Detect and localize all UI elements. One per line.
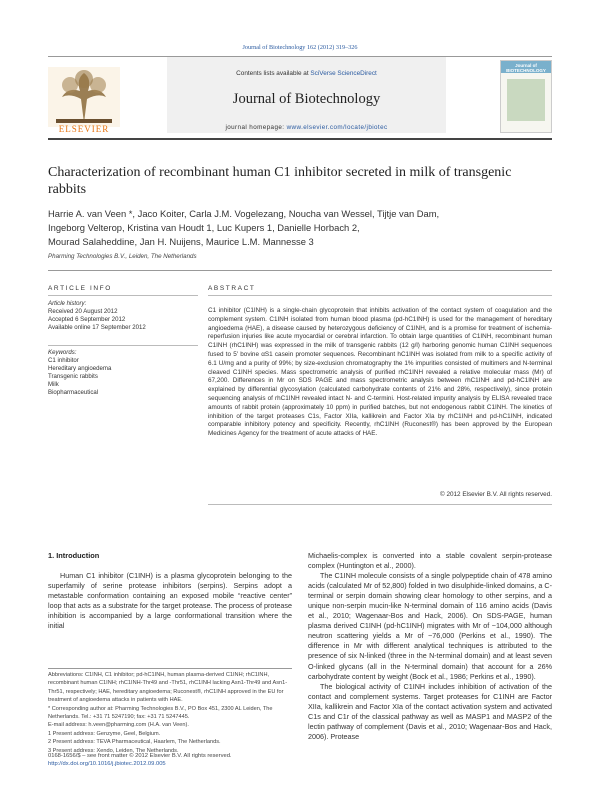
accepted-date: Accepted 6 September 2012 (48, 316, 126, 323)
journal-cover-thumbnail (500, 60, 552, 133)
authors-line-1: Harrie A. van Veen *, Jaco Koiter, Carla J.M. Vogelezang, Noucha van Wessel, Tijtje van Dam, (48, 208, 440, 219)
abstract-end-rule (208, 504, 552, 505)
authors-line-2: Ingeborg Velterop, Kristina van Houdt 1, Luc Kupers 1, Danielle Horbach 2, (48, 222, 360, 233)
article-info-rule (48, 295, 198, 296)
cover-title: Journal of BIOTECHNOLOGY (506, 63, 546, 73)
keyword: Transgenic rabbits (48, 373, 98, 380)
article-title: Characterization of recombinant human C1 inhibitor secreted in milk of transgenic rabbits (48, 165, 512, 197)
abstract-rule (208, 295, 552, 296)
keywords-rule (48, 345, 198, 346)
journal-title: Journal of Biotechnology (232, 91, 381, 107)
footnote-2: 2 Present address: TEVA Pharmaceutical, Haarlem, The Netherlands. (48, 739, 221, 746)
issn-line: 0168-1656/$ – see front matter © 2012 Elsevier B.V. All rights reserved. (48, 753, 232, 759)
affiliation-rule (48, 270, 552, 271)
email-footnote: E-mail address: h.veen@pharming.com (H.A. van Veen). (48, 722, 189, 729)
received-date: Received 20 August 2012 (48, 308, 118, 315)
keyword: Hereditary angioedema (48, 365, 112, 372)
history-label: Article history: (48, 300, 87, 307)
corresponding-author-footnote: * Corresponding author at: Pharming Technologies B.V., PO Box 451, 2300 AL Leiden, The Netherlands. Tel.: +31 71 5247190; fax: +31 71 5247445. (48, 705, 273, 721)
abstract-heading: ABSTRACT (208, 285, 256, 292)
abstract-text: C1 inhibitor (C1INH) is a single-chain glycoprotein that inhibits activation of the contact system of coagulation and the complement system. C1INH isolated from human blood plasma (pd-hC1INH) is used for the management of hereditary angioedema (HAE), a disease caused by heterozygous deficiency of C1INH, and is a promise for treatment of ischemia-reperfusion injuries like acute myocardial or cerebral infarction. To obtain large quantities of C1INH, recombinant human C1INH (rhC1INH) was expressed in the milk of transgenic rabbits (12 g/l) harboring genomic human C1INH sequences fused to 5′ bovine αS1 casein promoter sequences. Recombinant hC1INH was isolated from milk to a specific activity of 6.1 U/mg and a purity of 99%; by size-exclusion chromatography the 1% impurities consisted of multimers and N-terminal cleaved C1INH species. Mass spectrometric analysis of purified rhC1INH revealed a relative molecular mass (Mr) of 67,200. Differences in Mr on SDS PAGE and mass spectrometric analysis between rhC1INH and pd-hC1INH are explained by differential glycosylation (calculated carbohydrate contents of 21% and 28%, respectively), since protein sequencing analysis of rhC1INH revealed intact N- and C-termini. Host-related impurity analysis by ELISA revealed trace amounts of rabbit protein (approximately 10 ppm) in purified batches, but not endogenous rabbit C1INH. The kinetics of inhibition of the target proteases C1s, Factor XIIa, kallikrein and Factor XIa by rhC1INH and pd-hC1INH, indicated comparable inhibitory potency and specificity. Recently, rhC1INH (Ruconest®) has been approved by the European Medicines Agency for the treatment of acute attacks of HAE. (208, 307, 552, 438)
front-matter-info (48, 752, 292, 768)
authors-line-3: Mourad Salaheddine, Jan H. Nuijens, Maurice L.M. Mannesse 3 (48, 236, 314, 247)
contents-line (167, 70, 446, 77)
online-date: Available online 17 September 2012 (48, 324, 146, 331)
footnote-rule (48, 668, 292, 669)
journal-homepage (167, 124, 446, 131)
intro-column-1-text: Human C1 inhibitor (C1INH) is a plasma glycoprotein belonging to the superfamily of serine protease inhibitors (serpins). Serpins adopt a metastable conformation containing an exposed mobile “reactive center” loop that acts as a substrate for the target protease. The process of protease inhibition is accompanied by a large conformational transition where the initial (48, 571, 292, 631)
article-info-heading: ARTICLE INFO (48, 285, 112, 292)
cover-image (507, 79, 545, 121)
homepage-link[interactable]: www.elsevier.com/locate/jbiotec (286, 124, 388, 131)
keyword: Biopharmaceutical (48, 389, 99, 396)
contents-prefix: Contents lists available at (236, 70, 311, 77)
footnotes (48, 671, 292, 755)
elsevier-tree-logo (48, 61, 120, 133)
journal-citation: Journal of Biotechnology 162 (2012) 319–326 (242, 44, 358, 51)
keyword: Milk (48, 381, 59, 388)
sciencedirect-link[interactable]: SciVerse ScienceDirect (310, 70, 377, 77)
article-history (48, 300, 198, 332)
keywords-label: Keywords: (48, 349, 77, 356)
doi-link[interactable]: http://dx.doi.org/10.1016/j.jbiotec.2012.09.005 (48, 761, 166, 768)
affiliation: Pharming Technologies B.V., Leiden, The Netherlands (48, 253, 197, 260)
keywords-block (48, 349, 198, 397)
publisher-name: ELSEVIER (58, 124, 110, 134)
author-list (48, 207, 548, 249)
introduction-heading: 1. Introduction (48, 551, 100, 560)
header-rule-bottom (48, 138, 552, 140)
keyword: C1 inhibitor (48, 357, 79, 364)
intro-column-2 (308, 551, 552, 742)
intro-col2-paragraph-2: The C1INH molecule consists of a single polypeptide chain of 478 amino acids (calculated Mr of 52,800) folded in two disulphide-linked domains, a C-terminal or serpin domain showing clear homology to other serpins, and a unique non-serpin mucin-like N-terminal domain of 116 amino acids (Davis et al., 2010; Wagenaar-Bos and Hack, 2006). On SDS-PAGE, human plasma derived C1INH (pd-hC1INH) migrates with Mr of ~104,000 although neutron scattering yields a Mr of ~76,000 (Perkins et al., 1990). The difference in Mr with different analytical techniques is attributed to the presence of six N-linked (three in the N-terminal domain) and at least seven O-linked glycans (all in the N-terminal domain) that account for a 26% carbohydrate content by weight (Bock et al., 1986; Perkins et al., 1990). (308, 571, 552, 681)
abbreviations-footnote: Abbreviations: C1INH, C1 inhibitor; pd-hC1INH, human plasma-derived C1INH; rhC1INH, recombinant human C1INH; rhC1INH-Thr49 and -Thr51, rhC1INH lacking Asn1-Thr49 and Asn1-Thr51, respectively; HAE, hereditary angioedema; Ruconest®, rhC1INH approved in the EU for treatment of angioedema attacks in patients with HAE. (48, 672, 288, 704)
footnote-3: 3 Present address: Xendo, Leiden, The Netherlands. (48, 747, 179, 754)
homepage-prefix: journal homepage: (225, 124, 287, 131)
intro-col2-paragraph-1: Michaelis-complex is converted into a stable covalent serpin-protease complex (Huntington et al., 2000). (308, 551, 552, 571)
footnote-1: 1 Present address: Genzyme, Geel, Belgium. (48, 730, 161, 737)
copyright: © 2012 Elsevier B.V. All rights reserved. (440, 491, 552, 498)
intro-col2-paragraph-3: The biological activity of C1INH includes inhibition of activation of the contact and complement systems. Target proteases for C1INH are Factor XIIa, kallikrein and Factor XIa of the contact activation system and activated C1s and C1r of the classical pathway as well as MASP1 and MASP2 of the lectin pathway of complement (Davis et al., 2010; Wagenaar-Bos and Hack, 2006). Protease (308, 681, 552, 741)
